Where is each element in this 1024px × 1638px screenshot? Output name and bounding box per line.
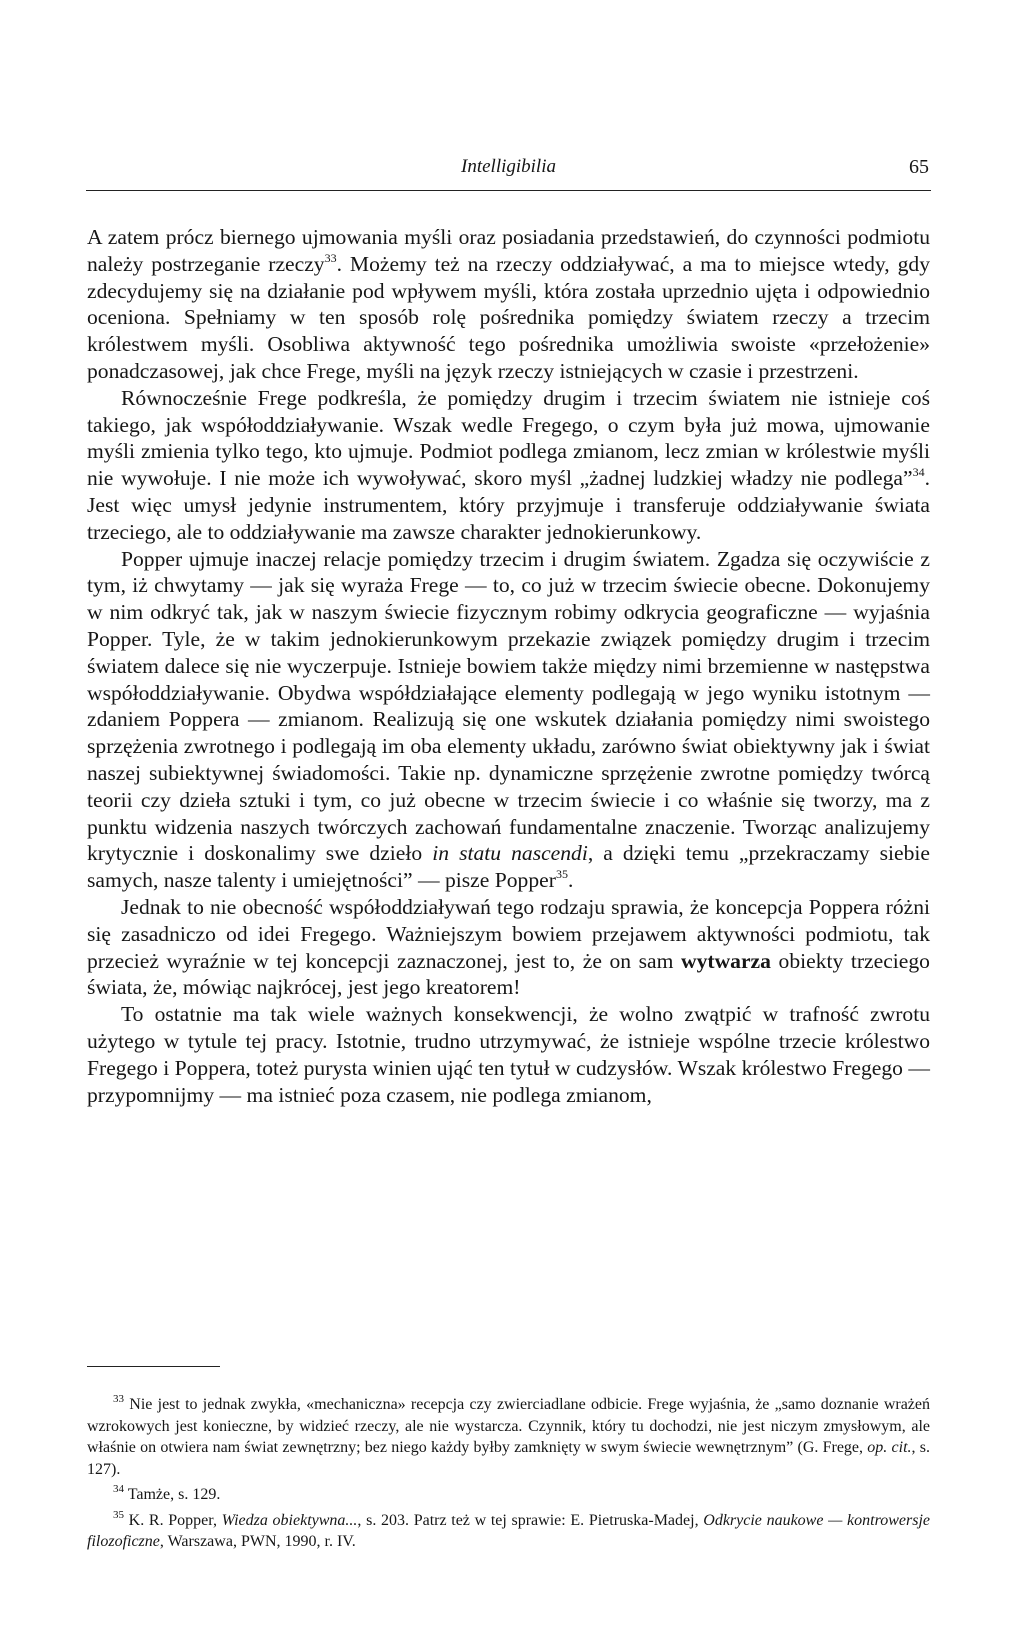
main-text bbox=[87, 224, 930, 1108]
page-number: 65 bbox=[909, 156, 929, 178]
footnote-34 bbox=[87, 1484, 930, 1506]
footnote-text: , Warszawa, PWN, 1990, r. IV. bbox=[159, 1533, 356, 1550]
paragraph-text: Równocześnie Frege podkreśla, że pomiędzy drugim i trzecim światem nie istnieje coś takiego, jak współoddziaływanie. Wszak wedle Fregego, o czym była już mowa, ujmowanie myśli zmienia tylko tego, kto ujmuje. Podmiot podlega zmianom, lecz zmian w królestwie myśli nie wywołuje. I nie może ich wywoływać, skoro myśl „żadnej ludzkiej władzy nie podlega” bbox=[87, 385, 930, 491]
footnote-text: , s. 203. Patrz też w tej sprawie: E. Pietruska-Madej, bbox=[357, 1511, 704, 1529]
italic-phrase: in statu nascendi bbox=[432, 841, 588, 866]
footnote-text: Nie jest to jednak zwykła, «mechaniczna» recepcja czy zwierciadlane odbicie. Frege wyjaśnia, że „samo doznanie wrażeń wzrokowych jest konieczne, by widzieć rzeczy, ale nie wystarcza. Czynnik, który tu dochodzi, nie jest niczym zmysłowym, ale właśnie on otwiera nam świat zewnętrzny; bez niego każdy byłby zamknięty w swym świecie wewnętrznym” (G. Frege, bbox=[87, 1396, 930, 1456]
footnote-35 bbox=[87, 1510, 930, 1553]
footnote-33 bbox=[87, 1394, 930, 1480]
paragraph-4 bbox=[87, 894, 930, 1001]
paragraph-text: A zatem prócz biernego ujmowania myśli oraz posiadania przedstawień, do czynności podmiotu należy postrzeganie rzeczy bbox=[87, 225, 930, 276]
paragraph-text: Popper ujmuje inaczej relacje pomiędzy trzecim i drugim światem. Zgadza się oczywiście z tym, iż chwytamy — jak się wyraża Frege — to, co już w trzecim świecie obecne. Dokonujemy w nim odkryć tak, jak w naszym świecie fizycznym robimy odkrycia geograficzne — wyjaśnia Popper. Tyle, że w takim jednokierunkowym przekazie związek pomiędzy drugim i trzecim światem dalece się nie wyczerpuje. Istnieje bowiem także między nimi brzemienne w następstwa współoddziaływanie. Obydwa współdziałające elementy podlegają w jego wyniku istotnym — zdaniem Poppera — zmianom. Realizują się one wskutek działania pomiędzy nimi swoistego sprzężenia zwrotnego i podlegają im oba elementy układu, zarówno świat obiektywny jak i świat naszej subiektywnej świadomości. Takie np. dynamiczne sprzężenie zwrotne pomiędzy twórcą teorii czy dzieła sztuki i tym, co już obecne w trzecim świecie i co właśnie się tworzy, ma z punktu widzenia naszych twórczych zachowań fundamentalne znaczenie. Tworząc analizujemy krytycznie i doskonalimy swe dzieło bbox=[87, 546, 930, 866]
bold-word: wytwarza bbox=[681, 948, 771, 973]
paragraph-text: . Możemy też na rzeczy oddziaływać, a ma to miejsce wtedy, gdy zdecydujemy się na działanie pod wpływem myśli, która została uprzednio ujęta i odpowiednio oceniona. Spełniamy w ten sposób rolę pośrednika pomiędzy światem rzeczy a trzecim królestwem myśli. Osobliwa aktywność tego pośrednika umożliwia swoiste «przełożenie» ponadczasowej, jak chce Frege, myśli na język rzeczy istniejących w czasie i przestrzeni. bbox=[87, 251, 930, 383]
footnote-divider bbox=[87, 1366, 220, 1367]
paragraph-text: . Jest więc umysł jedynie instrumentem, który przyjmuje i transferuje oddziaływanie świata trzeciego, ale to oddziaływanie ma zawsze charakter jednokierunkowy. bbox=[87, 466, 930, 544]
paragraph-text: , a dzięki temu „przekraczamy siebie samych, nasze talenty i umiejętności” — pisze Popper bbox=[87, 841, 930, 893]
footnote-text: Tamże, s. 129. bbox=[124, 1486, 221, 1503]
paragraph-3 bbox=[87, 546, 930, 894]
footnote-italic: op. cit. bbox=[867, 1439, 912, 1456]
paragraph-text: . bbox=[567, 868, 574, 893]
paragraph-text: obiekty trzeciego świata, że, mówiąc najkrócej, jest jego kreatorem! bbox=[87, 948, 930, 1000]
footnote-italic: Wiedza obiektywna... bbox=[221, 1511, 358, 1529]
footnote-text: , s. 127). bbox=[87, 1439, 930, 1478]
footnote-ref-35: 35 bbox=[555, 867, 568, 882]
footnote-number: 33 bbox=[113, 1393, 124, 1405]
paragraph-text: To ostatnie ma tak wiele ważnych konsekwencji, że wolno zwątpić w trafność zwrotu użytego w tytule tej pracy. Istotnie, trudno utrzymywać, że istnieje wspólne trzecie królestwo Fregego i Poppera, toteż purysta winien ująć ten tytuł w cudzysłów. Wszak królestwo Fregego — przypomnijmy — ma istnieć poza czasem, nie podlega zmianom, bbox=[87, 1002, 930, 1107]
page-header bbox=[86, 150, 931, 191]
footnote-number: 34 bbox=[113, 1483, 124, 1495]
footnote-number: 35 bbox=[113, 1508, 124, 1521]
paragraph-2 bbox=[87, 385, 930, 546]
paragraph-text: Jednak to nie obecność współoddziaływań tego rodzaju sprawia, że koncepcja Poppera różni się zasadniczo od idei Fregego. Ważniejszym bowiem przejawem aktywności podmiotu, tak przecież wyraźnie w tej koncepcji zaznaczonej, jest to, że on sam bbox=[87, 894, 930, 973]
running-title: Intelligibilia bbox=[461, 156, 556, 177]
paragraph-1 bbox=[87, 224, 930, 385]
footnote-italic: Odkrycie naukowe — kontrowersje filozoficzne bbox=[87, 1511, 930, 1550]
footnote-ref-33: 33 bbox=[324, 250, 337, 265]
footnotes bbox=[87, 1394, 930, 1557]
footnote-ref-34: 34 bbox=[912, 465, 925, 480]
paragraph-5 bbox=[87, 1001, 930, 1108]
footnote-text: K. R. Popper, bbox=[124, 1511, 222, 1529]
